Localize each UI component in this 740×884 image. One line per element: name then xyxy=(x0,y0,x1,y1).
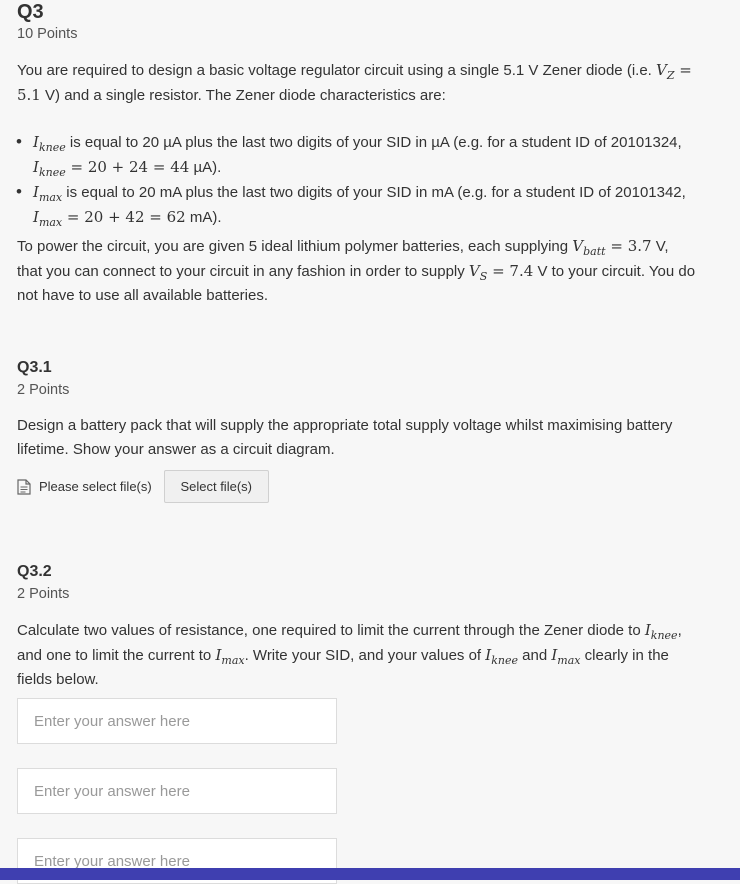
q31-title: Q3.1 xyxy=(17,359,52,376)
question-intro: You are required to design a basic voltage regulator circuit using a single 5.1 V Zener diode (i.e. $V_Z = 5.1$ V) and a single resistor. The Zener diode characteristics are: xyxy=(17,61,692,104)
q31-text: Design a battery pack that will supply the appropriate total supply voltage whilst maximising battery lifetime. Show your answer as a circuit diagram. xyxy=(17,417,673,458)
question-points: 10 Points xyxy=(17,26,78,42)
answer-input-1[interactable] xyxy=(17,698,337,744)
list-item: • $I_{max}$ is equal to 20 mA plus the last two digits of your SID in mA (e.g. for a student ID of 20101342, $I_{max} = 20 + 42 = 62$ mA). xyxy=(17,180,697,230)
power-description: To power the circuit, you are given 5 ideal lithium polymer batteries, each supplying $V_{batt} = 3.7$ V, that you can connect to your circuit in any fashion in order to supply $V_S = 7.4$ V to your circuit. You do not have to use all available batteries. xyxy=(17,237,696,304)
answer-input-2[interactable] xyxy=(17,768,337,814)
q32-points: 2 Points xyxy=(17,586,70,602)
file-upload-row xyxy=(17,470,269,503)
file-status-label: Please select file(s) xyxy=(39,478,152,494)
bottom-accent-bar xyxy=(0,868,740,880)
zener-characteristics-list xyxy=(17,130,697,230)
question-title: Q3 xyxy=(17,1,44,23)
q31-points: 2 Points xyxy=(17,382,70,398)
document-icon xyxy=(17,479,31,495)
select-files-button[interactable]: Select file(s) xyxy=(164,470,269,503)
q32-title: Q3.2 xyxy=(17,563,52,580)
q32-text: Calculate two values of resistance, one required to limit the current through the Zener diode to $I_{knee}$, and one to limit the current to $I_{max}$. Write your SID, and your values of $I_{knee}$ and $I_{max}$ clearly in the fields below. xyxy=(17,621,682,688)
list-item: • $I_{knee}$ is equal to 20 µA plus the last two digits of your SID in µA (e.g. for a student ID of 20101324, $I_{knee} = 20 + 24 = 44$ µA). xyxy=(17,130,697,180)
